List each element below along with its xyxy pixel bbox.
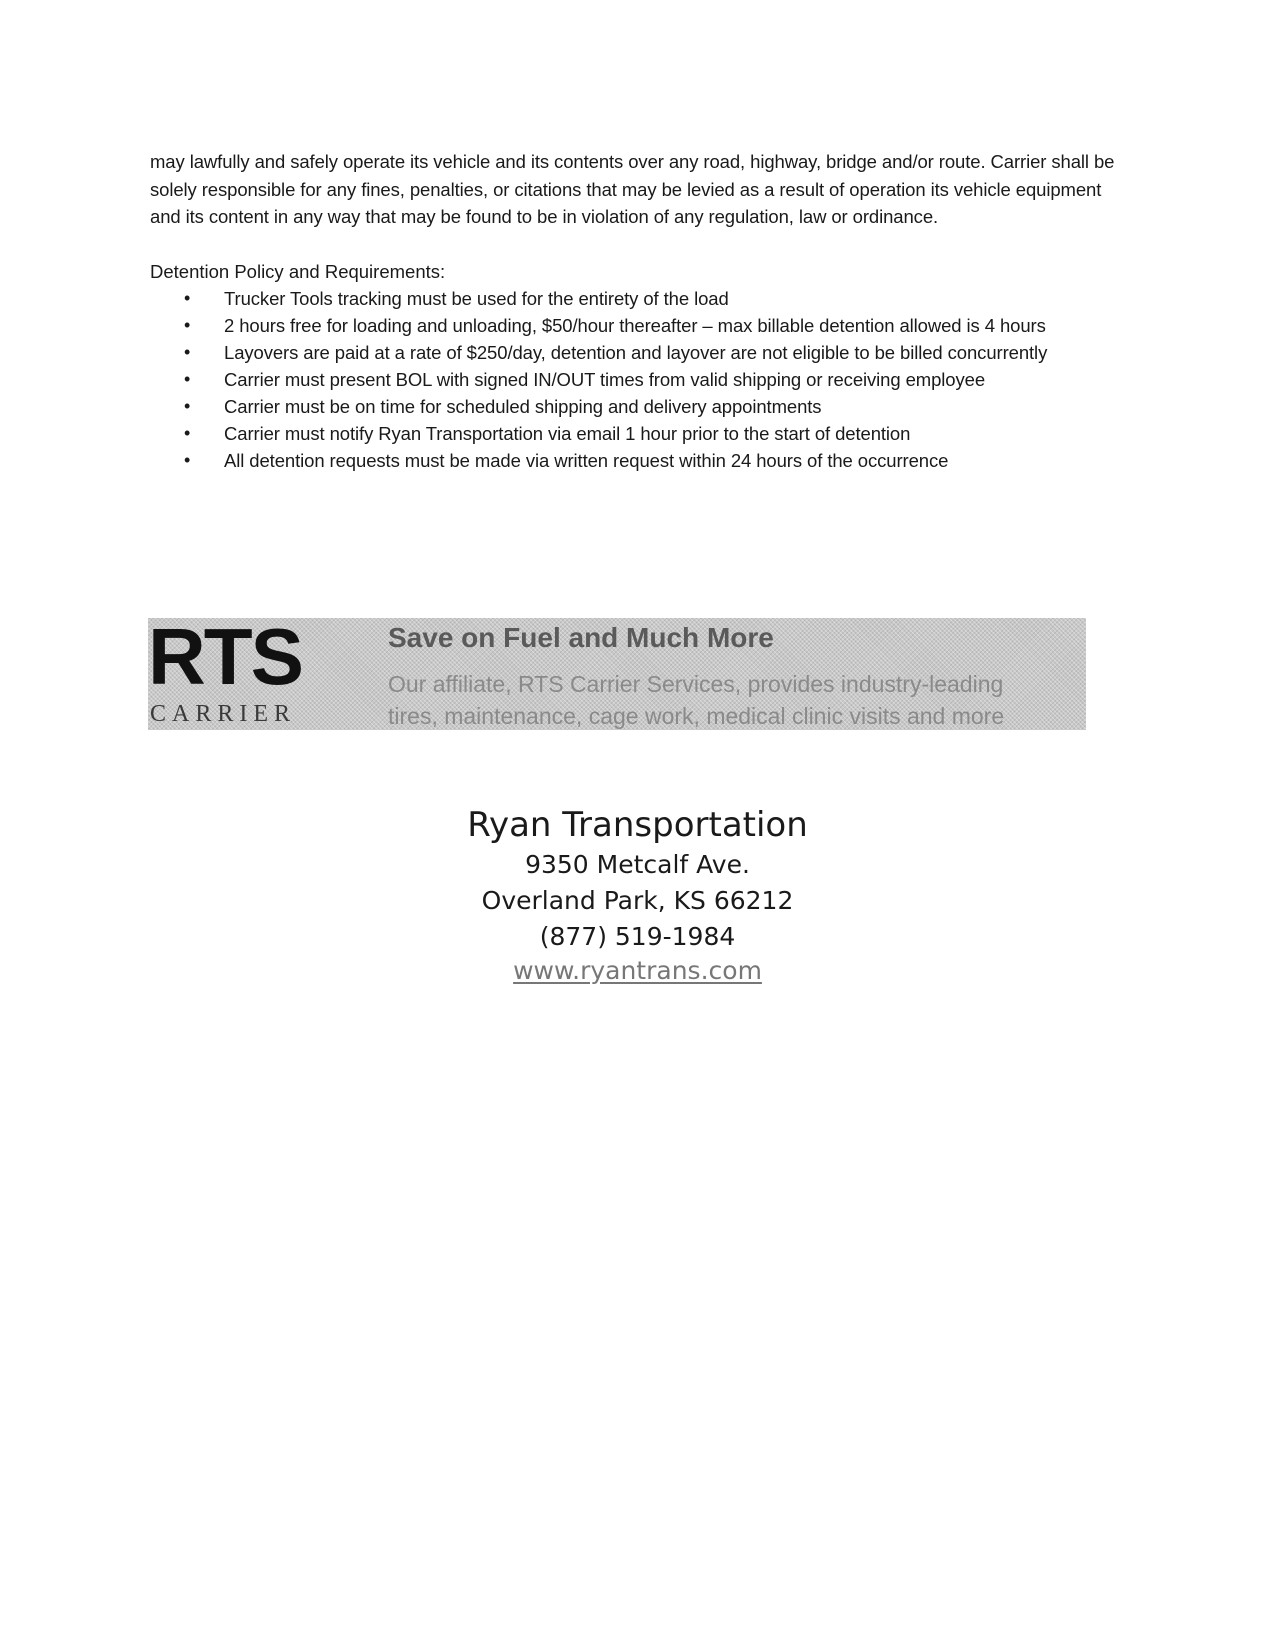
bullet-icon: •	[184, 288, 191, 308]
bullet-icon: •	[184, 423, 191, 443]
bullet-icon: •	[184, 315, 191, 335]
banner-title: Save on Fuel and Much More	[388, 622, 774, 653]
rts-carrier-banner[interactable]	[148, 618, 1086, 730]
detention-heading: Detention Policy and Requirements:	[150, 260, 446, 282]
list-item: • Carrier must present BOL with signed IN/OUT times from valid shipping or receiving employee	[180, 366, 1130, 393]
address-line: 9350 Metcalf Ave.	[525, 850, 750, 879]
list-item: • Carrier must notify Ryan Transportation via email 1 hour prior to the start of detention	[180, 420, 1130, 447]
logo-sub-text: CARRIER	[150, 701, 297, 727]
banner-text-line: tires, maintenance, cage work, medical clinic visits and more	[388, 703, 1005, 729]
detention-list	[150, 285, 1130, 474]
list-item: • All detention requests must be made via written request within 24 hours of the occurrence	[180, 447, 1130, 474]
banner-text	[388, 668, 1086, 730]
rts-logo	[148, 618, 370, 730]
company-name: Ryan Transportation	[467, 805, 808, 845]
list-item: • Carrier must be on time for scheduled shipping and delivery appointments	[180, 393, 1130, 420]
intro-paragraph: may lawfully and safely operate its vehicle and its contents over any road, highway, bridge and/or route. Carrier shall be solely responsible for any fines, penalties, or citations that may be levied as a result of operation its vehicle equipment and its content in any way that may be found to be in violation of any regulation, law or ordinance.	[150, 151, 1115, 227]
page-body	[150, 148, 1130, 474]
phone-number: (877) 519-1984	[539, 922, 736, 951]
list-item: • 2 hours free for loading and unloading, $50/hour thereafter – max billable detention allowed is 4 hours	[180, 312, 1130, 339]
list-item: • Layovers are paid at a rate of $250/day, detention and layover are not eligible to be billed concurrently	[180, 339, 1130, 366]
website-link[interactable]: www.ryantrans.com	[513, 956, 762, 985]
bullet-icon: •	[184, 342, 191, 362]
bullet-icon: •	[184, 369, 191, 389]
bullet-icon: •	[184, 450, 191, 470]
list-item: • Trucker Tools tracking must be used for the entirety of the load	[180, 285, 1130, 312]
logo-main-text: RTS	[148, 618, 302, 701]
city-state-zip: Overland Park, KS 66212	[481, 886, 794, 915]
company-footer	[0, 803, 1275, 987]
bullet-icon: •	[184, 396, 191, 416]
banner-text-line: Our affiliate, RTS Carrier Services, provides industry-leading	[388, 671, 1004, 697]
